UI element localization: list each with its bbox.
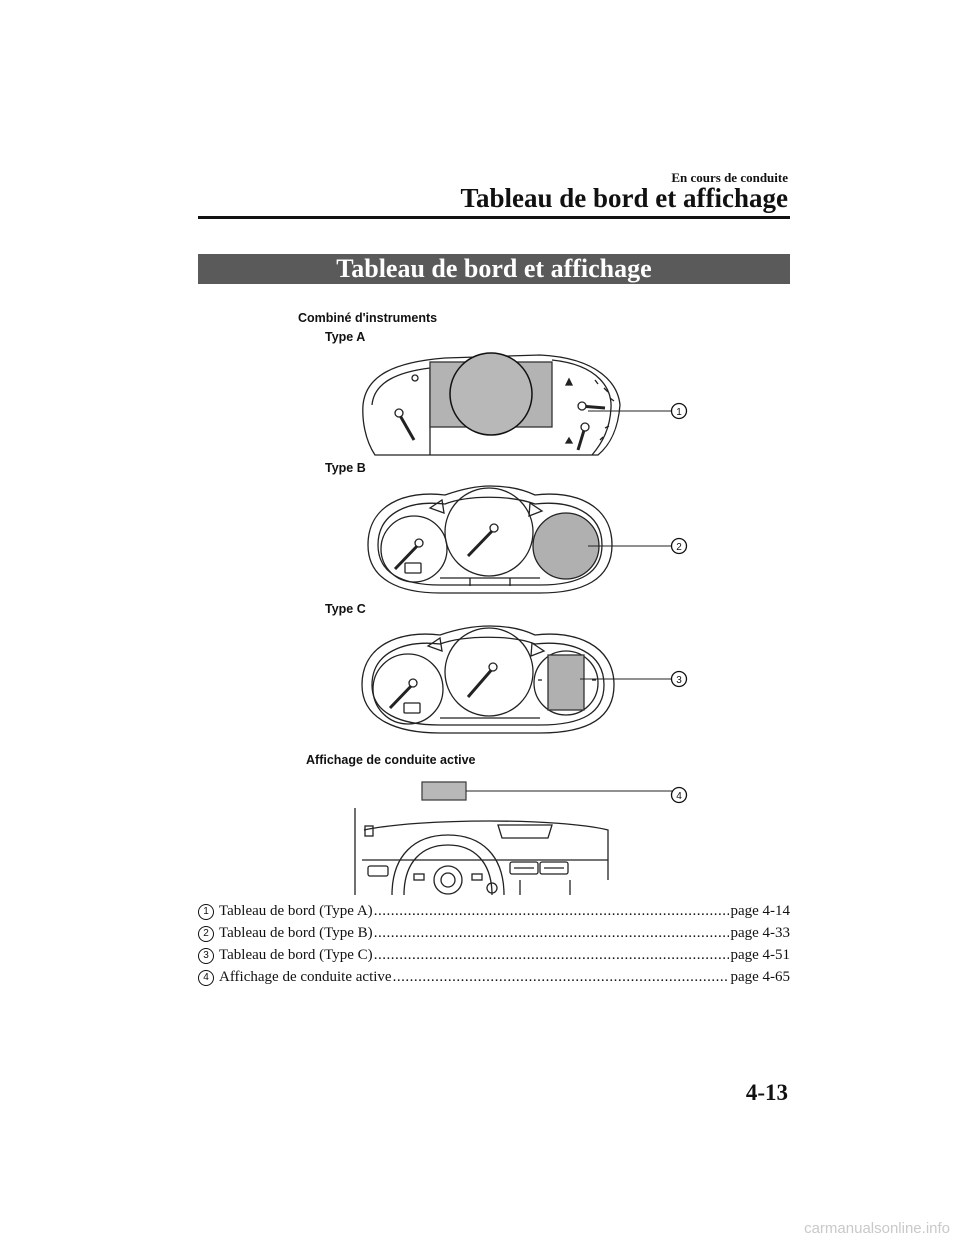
figure-label-type-a: Type A <box>325 330 366 344</box>
toc-number: 4 <box>198 970 214 986</box>
toc-page-ref: page 4-65 <box>730 969 790 985</box>
toc-page-ref: page 4-33 <box>730 925 790 941</box>
callout-2 <box>672 539 687 554</box>
callout-3-number: 3 <box>676 675 682 686</box>
toc-leader-dots <box>393 969 730 986</box>
figure-label-combine: Combiné d'instruments <box>298 311 438 325</box>
dashboard-active-display <box>355 782 672 895</box>
cluster-type-a <box>363 353 672 455</box>
callout-4 <box>672 788 687 803</box>
figure-label-type-c: Type C <box>325 602 366 616</box>
cluster-type-c <box>362 626 672 733</box>
figure-label-type-b: Type B <box>325 461 366 475</box>
toc-leader-dots <box>374 925 730 942</box>
page-number: 4-13 <box>745 1080 788 1105</box>
banner-title: Tableau de bord et affichage <box>336 254 652 283</box>
toc-entry[interactable] <box>198 947 790 969</box>
toc-text: Affichage de conduite active <box>219 969 392 985</box>
watermark: carmanualsonline.info <box>804 1220 950 1237</box>
toc-entry[interactable] <box>198 903 790 925</box>
toc-number: 1 <box>198 904 214 920</box>
toc-entry[interactable] <box>198 925 790 947</box>
figure-label-active-display: Affichage de conduite active <box>306 753 476 767</box>
toc-page-ref: page 4-51 <box>730 947 790 963</box>
toc-leader-dots <box>374 903 730 920</box>
section-label: En cours de conduite <box>671 170 788 185</box>
callout-4-number: 4 <box>676 791 682 802</box>
toc-number: 3 <box>198 948 214 964</box>
callout-1-number: 1 <box>676 407 682 418</box>
toc-entry[interactable] <box>198 969 790 991</box>
callout-1 <box>672 404 687 419</box>
callout-3 <box>672 672 687 687</box>
header-title: Tableau de bord et affichage <box>460 183 788 213</box>
toc-page-ref: page 4-14 <box>730 903 790 919</box>
toc-text: Tableau de bord (Type A) <box>219 903 373 919</box>
toc-leader-dots <box>374 947 730 964</box>
callout-2-number: 2 <box>676 542 682 553</box>
toc-text: Tableau de bord (Type B) <box>219 925 373 941</box>
toc-number: 2 <box>198 926 214 942</box>
cluster-type-b <box>368 486 672 593</box>
toc-text: Tableau de bord (Type C) <box>219 947 373 963</box>
